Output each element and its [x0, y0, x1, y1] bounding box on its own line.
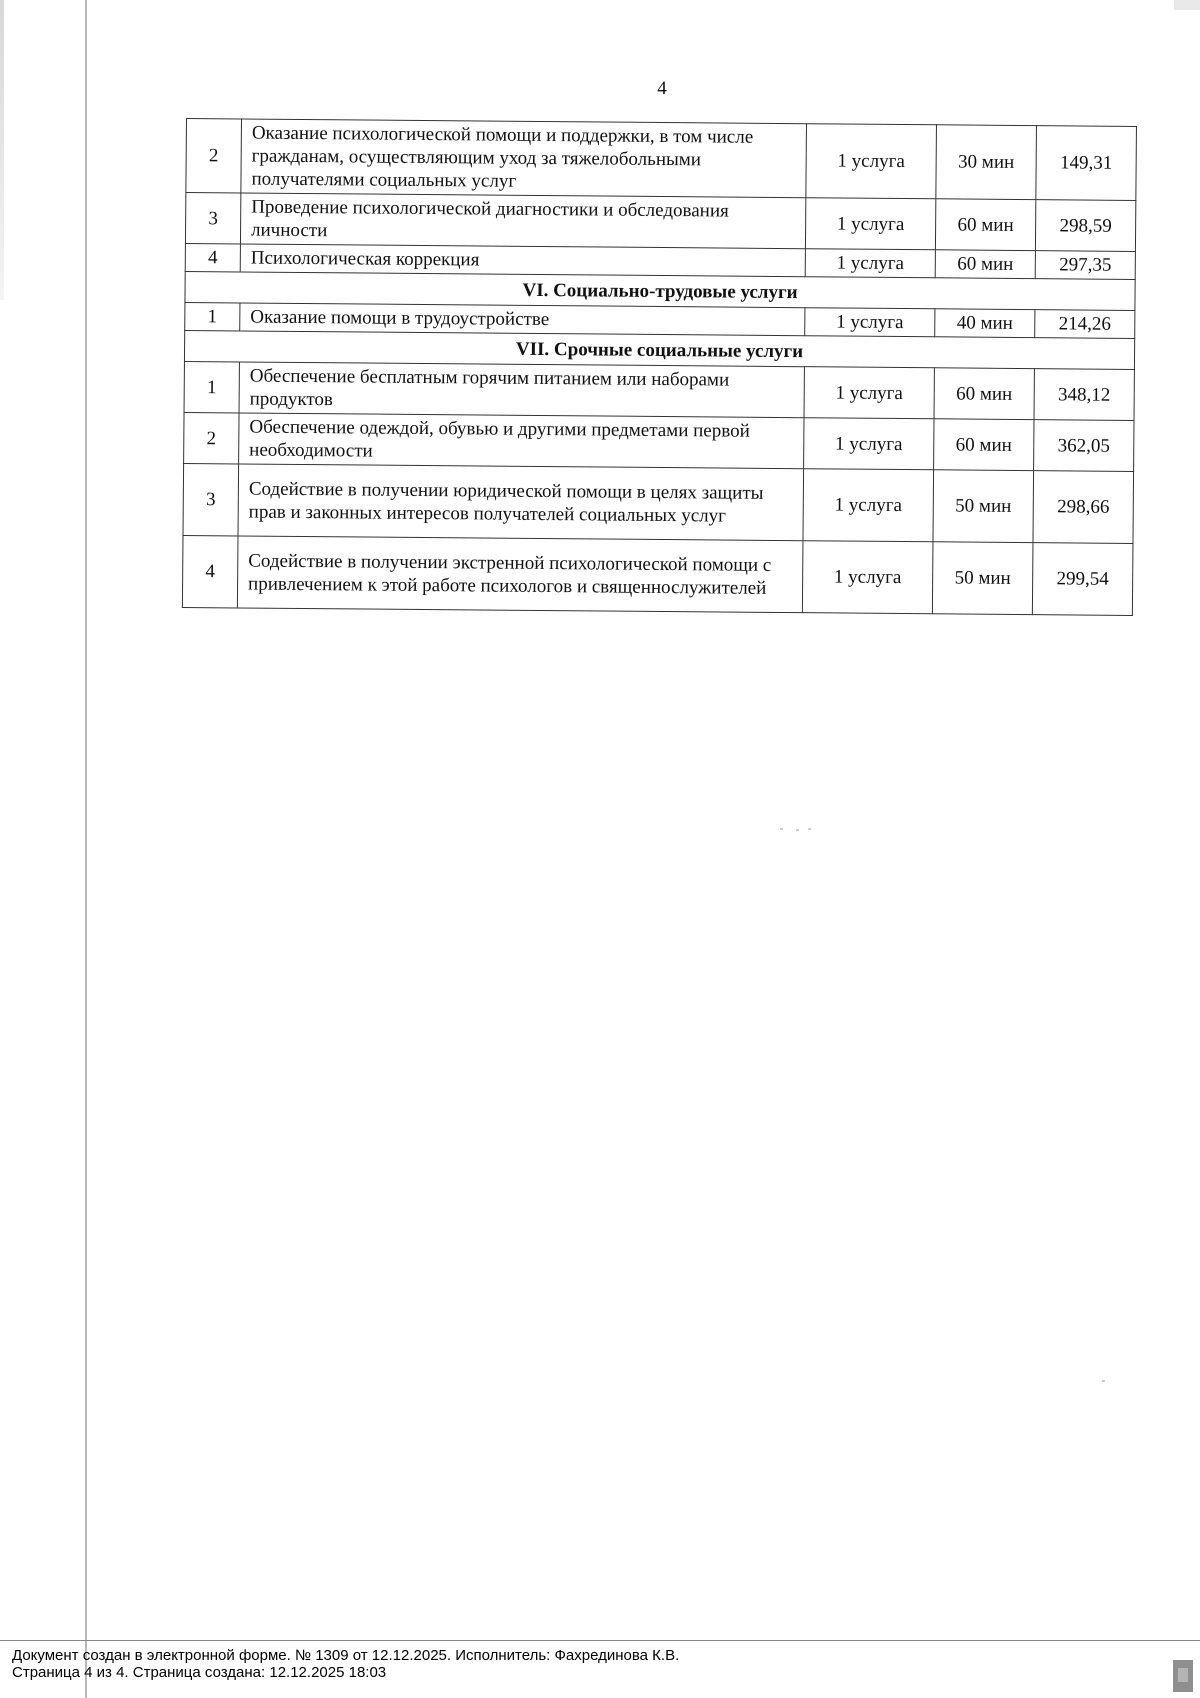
table-row [186, 119, 1137, 201]
service-unit: 1 услуга [804, 367, 934, 419]
left-margin-rule [85, 0, 87, 1698]
scan-edge-shadow [0, 0, 4, 300]
service-unit: 1 услуга [803, 469, 934, 542]
service-name: Оказание психологической помощи и поддержки, в том числе гражданам, осуществляющим уход за тяжелобольными получателями социальных услуг [241, 119, 807, 198]
scan-speck [780, 828, 783, 830]
service-name: Оказание помощи в трудоустройстве [240, 303, 805, 336]
row-number: 2 [186, 119, 242, 193]
service-name: Содействие в получении юридической помощи в целях защиты прав и законных интересов получателей социальных услуг [238, 464, 804, 541]
service-duration: 60 мин [935, 199, 1035, 251]
row-number: 4 [185, 243, 240, 271]
service-price: 214,26 [1035, 310, 1135, 339]
scan-speck [1102, 1380, 1105, 1382]
service-duration: 30 мин [936, 125, 1037, 200]
service-duration: 50 мин [933, 470, 1034, 543]
service-unit: 1 услуга [805, 308, 935, 337]
services-table [182, 118, 1137, 616]
footer-page-info: Страница 4 из 4. Страница создана: 12.12.2025 18:03 [12, 1664, 387, 1681]
row-number: 4 [182, 535, 238, 607]
row-number: 1 [185, 302, 240, 330]
service-unit: 1 услуга [805, 198, 935, 250]
service-unit: 1 услуга [805, 249, 935, 278]
service-duration: 60 мин [934, 368, 1034, 420]
scan-speck [796, 829, 799, 831]
service-name: Обеспечение одеждой, обувью и другими предметами первой необходимости [239, 413, 804, 469]
service-duration: 60 мин [934, 419, 1034, 471]
table-row [184, 412, 1134, 471]
service-price: 149,31 [1036, 126, 1137, 201]
service-unit: 1 услуга [806, 124, 937, 199]
service-unit: 1 услуга [804, 418, 934, 470]
scan-speck [808, 828, 811, 830]
row-number: 1 [184, 361, 239, 412]
service-price: 299,54 [1032, 543, 1133, 616]
service-price: 298,66 [1033, 471, 1134, 544]
service-price: 348,12 [1034, 369, 1134, 421]
service-name: Обеспечение бесплатным горячим питанием или наборами продуктов [239, 362, 804, 418]
scan-corner-mark [1174, 0, 1200, 10]
services-table-wrapper [182, 118, 1136, 616]
service-name: Психологическая коррекция [240, 244, 805, 277]
service-duration: 60 мин [935, 250, 1035, 279]
section-title-vi: VI. Социально-трудовые услуги [185, 271, 1135, 310]
service-price: 362,05 [1034, 420, 1134, 472]
table-row [184, 361, 1134, 420]
service-name: Содействие в получении экстренной психологической помощи с привлечением к этой работе психологов и священнослужителей [237, 536, 803, 613]
row-number: 3 [183, 463, 239, 535]
document-footer [12, 1647, 679, 1681]
service-price: 298,59 [1035, 200, 1135, 252]
service-duration: 40 мин [935, 309, 1035, 338]
service-price: 297,35 [1035, 251, 1135, 280]
section-title-vii: VII. Срочные социальные услуги [184, 330, 1134, 369]
page-number: 4 [657, 78, 667, 99]
row-number: 3 [185, 193, 240, 244]
service-name: Проведение психологической диагностики и обследования личности [240, 193, 805, 249]
scan-stamp-mark [1173, 1660, 1193, 1692]
row-number: 2 [184, 412, 239, 463]
table-row [182, 535, 1133, 615]
table-row [183, 463, 1134, 543]
service-duration: 50 мин [932, 542, 1033, 615]
footer-divider [0, 1640, 1200, 1641]
service-unit: 1 услуга [802, 541, 933, 614]
table-row [185, 193, 1135, 252]
footer-document-info: Документ создан в электронной форме. № 1309 от 12.12.2025. Исполнитель: Фахрединова К.В. [12, 1647, 680, 1664]
